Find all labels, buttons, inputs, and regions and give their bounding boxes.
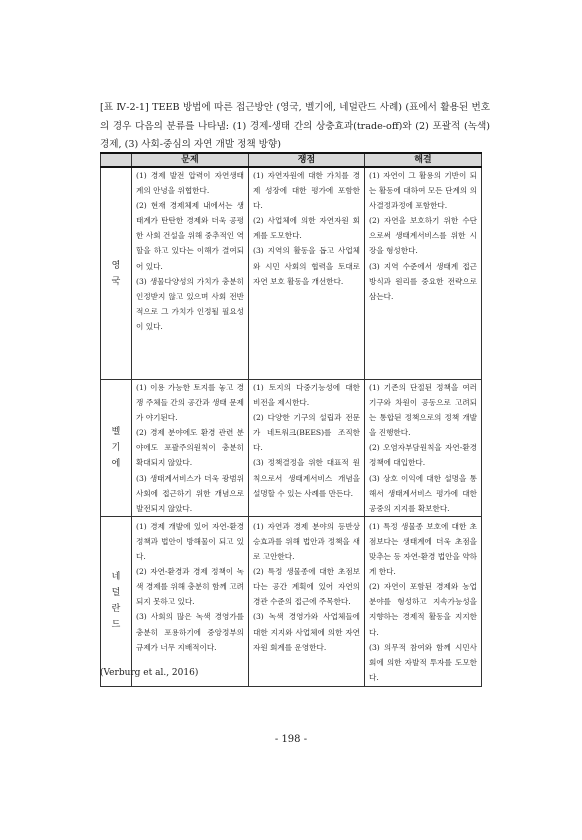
- belgium-solution-2: (2) 오염자부담원칙을 자연-환경 정책에 대입한다.: [369, 443, 477, 468]
- netherlands-solution-cell: [365, 516, 482, 686]
- belgium-issue-3: (3) 정책결정을 위한 대표적 원칙으로서 생태계서비스 개념을 설명할 수 있는 사례를 만든다.: [253, 458, 360, 498]
- country-uk: 영 국: [101, 167, 132, 380]
- netherlands-issue-1: (1) 자연과 경제 분야의 등반상승효과를 위해 법안과 정책을 새로 고안한다.: [253, 521, 360, 562]
- belgium-problem-3: (3) 생태계서비스가 더욱 광범위 사회에 접근하기 위한 개념으로 발전되지 않았다.: [136, 473, 244, 513]
- country-belgium: 벨 기 에: [101, 380, 132, 517]
- belgium-solution-1: (1) 기존의 단절된 정책을 여러 기구와 차원이 공동으로 고려되는 통합된 정책으로의 정책 개발을 진행한다.: [369, 383, 477, 438]
- page-number: - 198 -: [274, 734, 308, 745]
- belgium-problem-2: (2) 경제 분야에도 환경 관련 분야에도 포괄주의원칙이 충분히 확대되지 않았다.: [136, 428, 244, 468]
- uk-issue-cell: [249, 167, 365, 380]
- table-caption: [표 Ⅳ-2-1] TEEB 방법에 따른 접근방안 (영국, 벨기에, 네덜란드 사례) (표에서 활용된 번호의 경우 다음의 분류를 나타냄: (1) 경제-생태 간의 상충효과(trade-off)와 (2) 포괄적 (녹색) 경제, (3) 사회-중심의 자연 개발 정책 방향): [100, 102, 490, 150]
- belgium-solution-cell: [365, 380, 482, 517]
- table-row-uk: [101, 167, 482, 380]
- table-row-netherlands: [101, 516, 482, 686]
- uk-problem-1: (1) 경제 발전 압력이 자연생태계의 안녕을 위협한다.: [136, 171, 244, 196]
- source-citation: (Verburg et al., 2016): [100, 668, 199, 678]
- header-solution: 해결: [365, 153, 482, 167]
- country-netherlands: 네 덜 란 드: [101, 516, 132, 686]
- netherlands-issue-2: (2) 특정 생물종에 대한 초점보다는 공간 계획에 있어 자연의 경관 수준의 접근에 주목한다.: [253, 567, 360, 607]
- netherlands-solution-2: (2) 자연이 포함된 경제와 농업 분야를 형성하고 지속가능성을 지향하는 경제적 활동을 지지한다.: [369, 582, 477, 637]
- belgium-problem-cell: [132, 380, 249, 517]
- netherlands-problem-1: (1) 경제 개발에 있어 자연-환경 정책과 법안이 방해물이 되고 있다.: [136, 521, 244, 562]
- netherlands-solution-1: (1) 특정 생물종 보호에 대한 초점보다는 생태계에 더욱 초점을 맞추는 등 자연-환경 법안을 약하게 한다.: [369, 521, 477, 577]
- header-problem: 문제: [132, 153, 249, 167]
- teeb-table: [100, 152, 482, 687]
- uk-solution-3: (3) 지역 수준에서 생태계 접근방식과 원리를 중요한 전략으로 삼는다.: [369, 261, 477, 301]
- netherlands-solution-3: (3) 의무적 참여와 함께 시민사회에 의한 자발적 투자를 도모한다.: [369, 642, 477, 682]
- uk-issue-1: (1) 자연자원에 대한 가치를 경제 성장에 대한 평가에 포함한다.: [253, 171, 360, 211]
- header-issue: 쟁점: [249, 153, 365, 167]
- netherlands-problem-3: (3) 사회의 많은 녹색 경영가를 충분히 포용하기에 중앙정부의 규제가 너무 지배적이다.: [136, 612, 244, 652]
- netherlands-problem-cell: [132, 516, 249, 686]
- belgium-issue-1: (1) 토지의 다중기능성에 대한 비전을 제시한다.: [253, 383, 360, 408]
- table-header-row: [101, 153, 482, 167]
- belgium-solution-3: (3) 상호 이익에 대한 설명을 통해서 생태계서비스 평가에 대한 공중의 지지를 확보한다.: [369, 473, 477, 513]
- netherlands-issue-cell: [249, 516, 365, 686]
- header-corner: [101, 153, 132, 167]
- uk-issue-2: (2) 사업체에 의한 자연자원 회계를 도모한다.: [253, 216, 360, 241]
- uk-problem-2: (2) 현재 경제체제 내에서는 생태계가 탄탄한 경제와 더욱 공평한 사회 건설을 위해 중추적인 역할을 하고 있다는 이해가 결여되어 있다.: [136, 201, 244, 271]
- netherlands-problem-2: (2) 자연-환경과 경제 정책이 녹색 경제를 위해 충분히 함께 고려되지 못하고 있다.: [136, 567, 244, 607]
- belgium-problem-1: (1) 이용 가능한 토지를 놓고 경쟁 주체들 간의 공간과 생태 문제가 야기된다.: [136, 383, 244, 423]
- uk-solution-1: (1) 자연이 그 활용의 기반이 되는 활동에 대하여 모든 단계의 의사결정과정에 포함한다.: [369, 171, 477, 211]
- uk-problem-3: (3) 생물다양성의 가치가 충분히 인정받지 않고 있으며 사회 전반적으로 그 가치가 인정될 필요성이 있다.: [136, 276, 244, 331]
- uk-solution-2: (2) 자연을 보호하기 위한 수단으로써 생태계서비스를 위한 시장을 형성한다.: [369, 216, 477, 256]
- netherlands-issue-3: (3) 녹색 경영가와 사업체들에 대한 지지와 사업체에 의한 자연자원 회계를 운영한다.: [253, 612, 360, 652]
- uk-problem-cell: [132, 167, 249, 380]
- belgium-issue-cell: [249, 380, 365, 517]
- uk-solution-cell: [365, 167, 482, 380]
- table-row-belgium: [101, 380, 482, 517]
- uk-issue-3: (3) 지역의 활동을 돕고 사업체와 시민 사회의 협력을 토대로 자연 보호 활동을 개선한다.: [253, 246, 360, 286]
- belgium-issue-2: (2) 다양한 기구의 설립과 전문가 네트워크(BEES)를 조직한다.: [253, 413, 360, 453]
